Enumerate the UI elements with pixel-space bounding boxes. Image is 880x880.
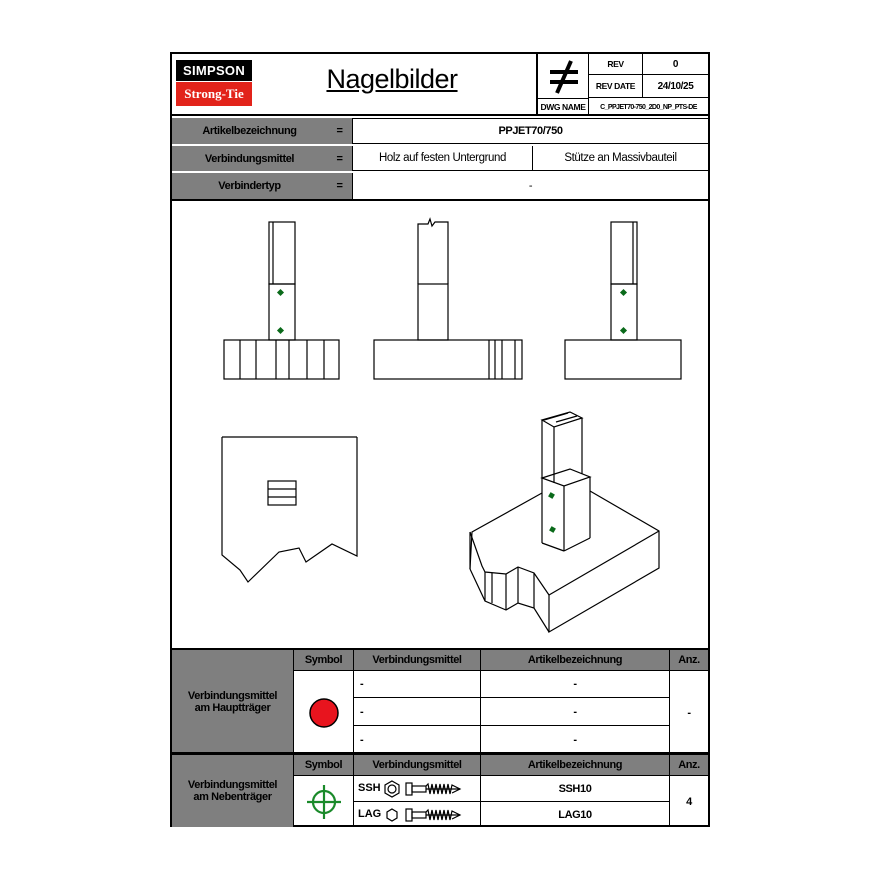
table-haupttraeger [172, 648, 708, 752]
haupttraeger-anz: - [687, 706, 691, 719]
nebentraeger-col-symbol: Symbol [294, 755, 354, 776]
verbindungsmittel-equals: = [327, 146, 352, 171]
haupttraeger-row-3-mittel: - [354, 726, 481, 754]
front-view-2 [565, 222, 681, 379]
haupttraeger-row-2-artikel: - [481, 698, 670, 726]
logo-strong-tie: Strong-Tie [176, 82, 252, 106]
nebentraeger-row-1-mittel: SSH [358, 782, 381, 794]
side-view [374, 219, 522, 379]
haupttraeger-col-artikel: Artikelbezeichnung [481, 650, 670, 671]
nebentraeger-symbol [294, 776, 354, 827]
dwg-name-value: C_PPJET70-750_2D0_NP_PTS-DE [588, 98, 708, 116]
logo-simpson: SIMPSON [176, 60, 252, 81]
nebentraeger-row-2-mittel: LAG [358, 808, 382, 820]
verbindungsmittel-label: Verbindungsmittel [172, 146, 327, 171]
drawing-sheet [170, 52, 710, 827]
info-block [172, 116, 708, 201]
haupttraeger-row-3-artikel: - [481, 726, 670, 754]
nebentraeger-col-artikel: Artikelbezeichnung [481, 755, 670, 776]
haupttraeger-row-2-mittel: - [354, 698, 481, 726]
verbindungsmittel-value-2: Stütze an Massivbauteil [532, 146, 708, 171]
verbindertyp-value: - [352, 173, 708, 199]
nebentraeger-row-label: Verbindungsmittel am Nebenträger [172, 755, 294, 827]
nebentraeger-col-verbindungsmittel: Verbindungsmittel [354, 755, 481, 776]
haupttraeger-row-label: Verbindungsmittel am Hauptträger [172, 650, 294, 754]
nebentraeger-row-1-mittel-cell [354, 776, 481, 802]
haupttraeger-col-verbindungsmittel: Verbindungsmittel [354, 650, 481, 671]
haupttraeger-col-symbol: Symbol [294, 650, 354, 671]
rev-date-value: 24/10/25 [642, 75, 708, 98]
haupttraeger-row-1-mittel: - [354, 671, 481, 698]
technical-drawings [172, 201, 708, 648]
haupttraeger-symbol [294, 671, 354, 754]
green-crosshair-icon [304, 782, 344, 822]
nebentraeger-row-2-artikel: LAG10 [481, 802, 670, 827]
header [172, 54, 708, 116]
verbindertyp-label: Verbindertyp [172, 173, 327, 199]
red-circle-icon [307, 696, 341, 730]
front-view-1 [224, 222, 339, 379]
artikel-label: Artikelbezeichnung [172, 118, 327, 144]
nebentraeger-anz: 4 [686, 795, 692, 808]
page-title: Nagelbilder [326, 64, 458, 94]
rev-date-label: REV DATE [588, 75, 642, 98]
haupttraeger-row-1-artikel: - [481, 671, 670, 698]
nebentraeger-row-1-artikel: SSH10 [481, 776, 670, 802]
dwg-name-label: DWG NAME [536, 98, 588, 116]
artikel-equals: = [327, 118, 352, 144]
rev-label: REV [588, 54, 642, 75]
lag-screw-icon [382, 805, 478, 825]
isometric-view [470, 412, 659, 632]
plan-view [222, 437, 357, 582]
rev-value: 0 [642, 54, 708, 75]
table-nebentraeger [172, 752, 708, 827]
ssh-screw-icon [382, 779, 478, 799]
verbindertyp-equals: = [327, 173, 352, 199]
not-equal-icon [536, 54, 588, 99]
nebentraeger-row-2-mittel-cell [354, 802, 481, 827]
nebentraeger-col-anz: Anz. [670, 755, 708, 776]
artikel-value: PPJET70/750 [352, 118, 708, 144]
haupttraeger-col-anz: Anz. [670, 650, 708, 671]
verbindungsmittel-value-1: Holz auf festen Untergrund [352, 146, 532, 171]
